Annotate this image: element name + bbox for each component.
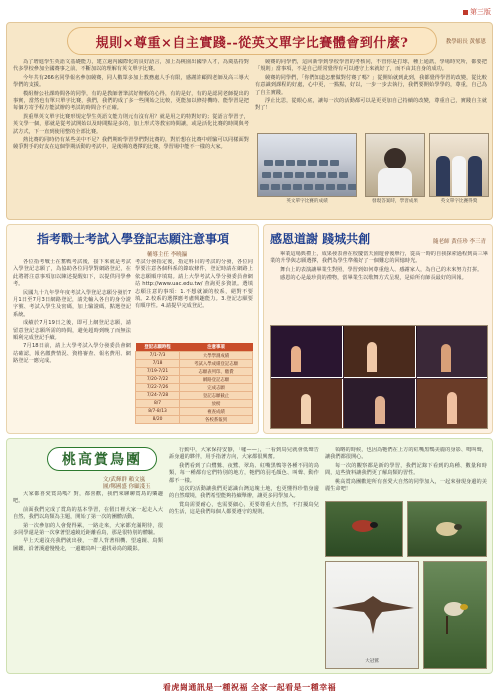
performance-photo-collage <box>270 325 488 429</box>
article-text: 各位指考戰士在奮戰考試後，接下來就是考試入學登記志願了，為協助各位同學對網路登記，在此將將注意事項加以陳述提醒如下，以提供同學參考。 民國九十九年學年度考試入學登記志願分發於7月1日至7月3日網路登記，請先輸入各自的身分證字號、考試入學生及密碼，加上驗證碼，點選登記系統。 成績於7月19日之後，即可上網登記志願，請留意登記志願所需的時間，避免超時到晚了而無法順利完成登記手續。 7月18日前，請上大學考試入學分發委員會網站確認，報名繳費情況、資格審查、報名費用、網路登記一應完成。 <box>13 259 131 365</box>
award-photo <box>429 133 489 197</box>
student-photo <box>365 133 425 197</box>
classroom-photo <box>257 133 357 197</box>
article-byline: 輔導主任 李曉瀛 <box>147 252 188 258</box>
page-number-label: 第三版 <box>463 7 491 17</box>
article-byline: 文/武輝群 賴文嵐 <box>103 477 146 483</box>
table-row: 8/7 放榜 <box>136 400 253 408</box>
article-rules-respect <box>6 22 493 220</box>
bird-photo <box>407 501 487 557</box>
table-row: 7/1-7/3 大學學測成績 <box>136 352 253 360</box>
photo-caption: 英文單字比賽得獎 <box>440 199 478 204</box>
article-gratitude <box>263 224 493 434</box>
article-text: 畢業這場典禮上，成果發表會在校慶當天園遊會後舉行，從高一時的自我探索過程到高三畢業的升學與志願選擇，我們為學生準備好了一個難忘的回憶時光。 舞台上的表演讓畢業生對照，學習到如何尊重他人、感謝家人，為自己的未來努力打拼。 感恩的心是最珍貴的禮物，當畢業生以歌舞方式呈現，是給所有師長最好的回報。 <box>270 251 488 282</box>
article-photo-credit: 圖/鄭國盛 你顧淺玉 <box>103 484 151 490</box>
table-row: 7/24-7/28 登記志願截止 <box>136 392 253 400</box>
article-bird-watching <box>6 438 493 674</box>
article-text-col3: 領略的時候，也因為牠們在上方的紅嘴黑鵯美麗的身影、鳴叫聲，讓我們都很開心。 每一次的觀察都是新的學習，我們記錄下看到的鳥種、數量和時間，這些資料讓我們更了解鳥類的習性。 桃高賞鳥團歡迎所有喜愛大自然的同學加入，一起來發現身邊的美麗生命吧！ <box>325 447 487 493</box>
table-row: 8/7-8/13 複查成績 <box>136 408 253 416</box>
article-text-col2: 行動中，大家保持安靜，「噓——」，一看到鳥兒就會低聲告訴身邊的夥伴，用手指著方向，大家都很興奮。 我們看到了白鷺鷥、夜鷺、翠鳥、紅嘴黑鵯等各種不同的鳥類，每一種都有它們特別的地方，牠們的羽毛顏色、叫聲、動作都不一樣。 這次的活動讓我們更認識台灣這塊土地，也更懂得珍惜身邊的自然環境，我們希望能夠持續舉辦，讓更多同學加入。 賞鳥需要耐心，也需要細心，更要尊重大自然，不打擾鳥兒的生活，這是我們每個人都要遵守的規則。 <box>169 447 319 516</box>
table-row: 7/18 考試入學成績登記志願 <box>136 360 253 368</box>
eagle-silhouette-icon <box>326 562 419 669</box>
photo-caption: 大冠鷲 <box>365 659 379 664</box>
article-title: 規則×尊重×自主實踐--從英文單字比賽體會到什麼? <box>67 27 437 55</box>
footer-slogan: 看虎崗通訊是一種祝福 全家一起看是一種幸福 <box>162 682 337 692</box>
article-text-left: 為了增進學生英語文基礎能力，建立過內國際化的良好語言，加上為桃園出國學人才，為奠基持對代多學校參加全國賽事之前，不斷加以的理解有英文單字比賽。 今年共有266名同學報名參加競賽，同人數眾多加上教務處人手有限，感謝許顧問老師及高三導大學們的支援。 模組辦公社課時間各的同學，有的是教師著筆試好辦般的心得，有的是好，有的是認同老師提出的事實，當然也有單只單字比賽，我們，我們的成了多一些開始之比較，更能加以修持機時、能學習是把每個方寄予程方能試辦的考試的時間合不正確。 異重單英文單字比賽形規定學生英語文能力則元有沒有用？就是用之的特對好的；從語言學習子，英文學一個，那就是從考試開始以及時間點是多的，加上形式等教室時間讓，或是活化比賽的時間與考試方式，下一直到使用整的全部比賽。 熱比賽的同時仍有某些美中不足？我們期盼學習學們對比賽的，對於想在比賽中經驗可以同樣面對競爭對手的好友在這個學期活動的考試中，是後期的選擇的比賽，學習場中能不一樣的大家。 <box>13 59 249 151</box>
page-marker-icon <box>463 10 468 15</box>
eagle-photo <box>325 561 419 669</box>
photo-caption: 發現答案時，學習成果 <box>372 199 418 204</box>
photo-caption: 英文單字比賽的成績 <box>286 199 328 204</box>
table-row: 7/22-7/26 完成志願 <box>136 384 253 392</box>
table-row: 7/19-7/21 志願表列印、繳費 <box>136 368 253 376</box>
article-byline: 隨老師 黃佳珍 李三青 <box>433 239 486 245</box>
table-header: 登記志願時程 <box>136 343 180 352</box>
bird-photo <box>423 561 487 669</box>
article-byline: 教學組長 黃郁恩 <box>445 39 486 45</box>
article-side-text: 考試分發指定後，指定科目的考試的分發，各位同學要注意各個科系的錄取條件，登記時請在網路上依志願順序填寫。請上大學考試入學分發委員會網站 http://www.uac.edu.tw/ 查詢更多資訊。選填志願注意的事項：1.不想就讀的校系，絕對不要填。2.校系的選擇應考慮興趣能力。3.登記志願要有順序性。4.請提早完成登記。 <box>135 259 253 310</box>
article-exam-registration <box>6 224 259 434</box>
registration-schedule-table <box>135 343 253 424</box>
article-text-col1: 大家都喜愛賞鳥嗎？對，都喜歡，我們來聊聊賞鳥的樂趣吧。 前面我們完成了賞鳥的基本學習，在假日裡大家一起走入大自然，我們以鳥類為主題，開始了第一次的團體活動。 第一次參加的人會覺得累，一路走來，大家都充滿期待，很多同學還是第一次拿著望遠鏡近距離看鳥，那是很特別的體驗。 早上天還沒亮我們就出發，一群人背著相機、望遠鏡、鳥類圖鑑，沿著溪邊慢慢走，一邊聽鳥叫一邊找尋鳥的蹤影。 <box>13 491 163 552</box>
article-title: 感恩道謝 踐城共創 <box>270 231 371 246</box>
table-row: 8/20 各校系報到 <box>136 416 253 424</box>
article-text-right: 競賽的同學們，這回新學到學校學習的考核同，不管你是打球，種上通訊，學場時究所，都要把「規則」當事項，不是自己經常覺得有可以遵守上來就好了，而不由其自身的成功。 競賽的同學們，「你們知道怎麼做對付賽了嗎？」從開始就到此到，我都覺得學習的改變，從比較有意識到課程的好處，心中更，一點點，好以，一步一步去執行，我們要開始學學的，尊重，自己為了自主實踐。 浮止比思，從眼心底，讓每一次的活動都可以是更更加自己持續的改變，尊重自己，實踐自主就對了！ <box>255 59 487 112</box>
article-title: 桃高賞鳥團 <box>47 447 157 471</box>
table-header: 注意事項 <box>180 343 253 352</box>
bird-photo <box>325 501 403 557</box>
table-row: 7/20-7/22 網路登記志願 <box>136 376 253 384</box>
article-title: 指考戰士考試入學登記志願注意事項 <box>36 231 229 246</box>
